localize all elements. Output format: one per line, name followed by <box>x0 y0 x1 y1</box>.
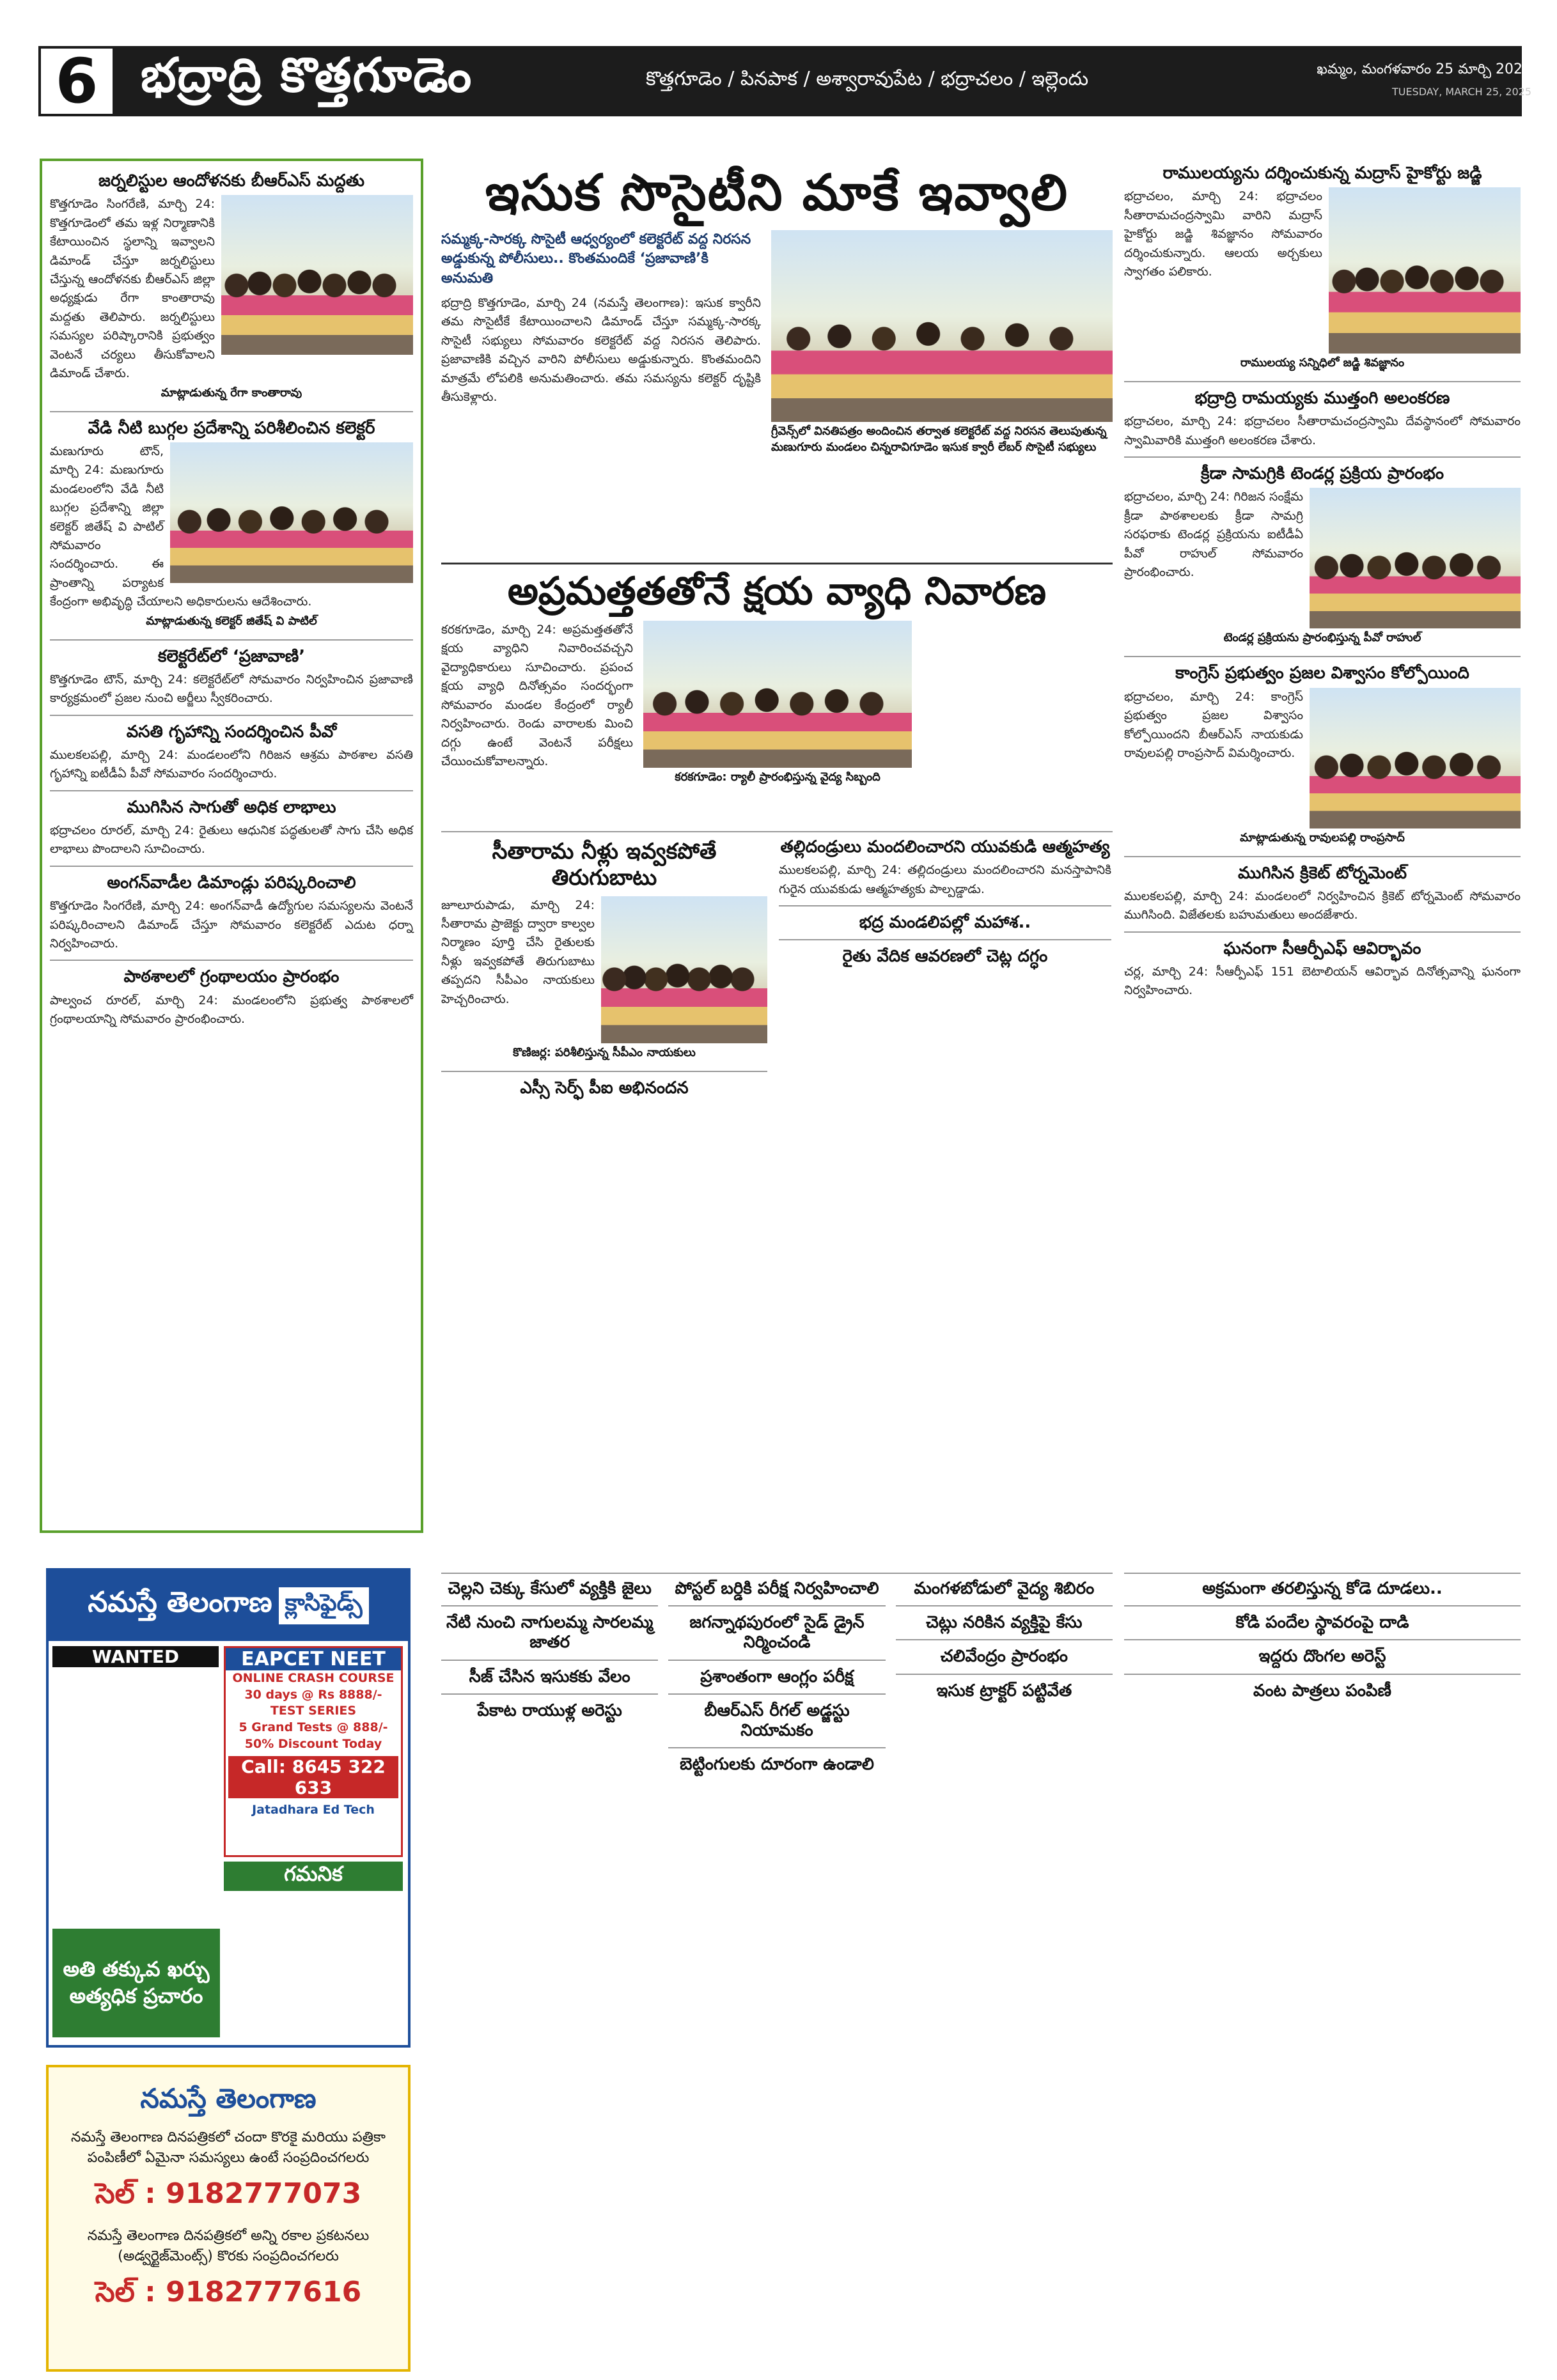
sub-phone-2: సెల్ : 9182777616 <box>95 2275 362 2308</box>
headline-muthangi: భద్రాద్రి రామయ్యకు ముత్తంగి అలంకరణ <box>1194 389 1450 408</box>
photo-sitarama <box>601 896 767 1043</box>
tb-article: కరకగూడెం, మార్చి 24: అప్రమత్తతతోనే క్షయ వ్యాధిని నివారించవచ్చని వైద్యాధికారులు సూచించారు. ప్రపంచ క్షయ వ్యాధి దినోత్సవం సందర్భంగా సోమవారం మండల కేంద్రంలో ర్యాలీ నిర్వహించారు. రెండు వారాలకు మించి దగ్గు ఉంటే వెంటనే పరీక్షలు చేయించుకోవాలన్నారు. <box>441 623 633 769</box>
headline-cricket: ముగిసిన క్రికెట్ టోర్నమెంట్ <box>1237 863 1407 883</box>
tb-story <box>441 563 1113 825</box>
article-prajavani: కొత్తగూడెం టౌన్, మార్చి 24: కలెక్టరేట్‌లో సోమవారం నిర్వహించిన ప్రజావాణి కార్యక్రమంలో ప్రజల నుంచి అర్జీలు స్వీకరించారు. <box>50 672 413 706</box>
classifieds-brand: నమస్తే తెలంగాణ <box>88 1586 272 1619</box>
caption-tenders: టెండర్ల ప్రక్రియను ప్రారంభిస్తున్న పీవో రాహుల్ <box>1223 631 1421 645</box>
headline-journalists: జర్నలిస్టుల ఆందోళనకు బీఆర్ఎస్ మద్దతు <box>98 171 364 191</box>
eapcet-line: ONLINE CRASH COURSE <box>232 1671 395 1685</box>
headline-sfi: ఎస్సీ సెర్ఫ్ పీఐ అభినందన <box>520 1078 689 1098</box>
headline-seize: సీజ్ చేసిన ఇసుకకు వేలం <box>469 1667 630 1686</box>
eapcet-title: EAPCET NEET <box>226 1648 401 1670</box>
article-crpf: చర్ల, మార్చి 24: సీఆర్పీఎఫ్ 151 బెటాలియన్ ఆవిర్భావ దినోత్సవాన్ని ఘనంగా నిర్వహించారు. <box>1124 964 1521 998</box>
headline-calves: అక్రమంగా తరలిస్తున్న కోడె దూడలు.. <box>1202 1579 1443 1598</box>
left-column <box>40 159 423 1533</box>
eapcet-line: 50% Discount Today <box>244 1736 382 1751</box>
green-ad: అతి తక్కువ ఖర్చు అత్యధిక ప్రచారం <box>52 1929 220 2037</box>
article-judge: భద్రాచలం, మార్చి 24: భద్రాచలం సీతారామచంద్రస్వామి వారిని మద్రాస్ హైకోర్టు జడ్జి శివజ్ఞానం సోమవారం దర్శించుకున్నారు. ఆలయ అర్చకులు స్వాగతం పలికారు. <box>1124 189 1322 279</box>
right-briefs <box>1124 1573 1521 2372</box>
headline-judge: రాములయ్యను దర్శించుకున్న మద్రాస్ హైకోర్టు జడ్జి <box>1162 164 1482 183</box>
classifieds-ad <box>46 1568 411 2048</box>
lead-headline: ఇసుక సొసైటీని మాకే ఇవ్వాలి <box>485 164 1069 222</box>
masthead <box>38 46 1522 116</box>
headline-mangal: మంగళబోడులో వైద్య శిబిరం <box>914 1579 1095 1598</box>
headline-library: పాఠశాలలో గ్రంథాలయం ప్రారంభం <box>123 967 340 987</box>
headline-nele: నేటి నుంచి నాగులమ్మ సారలమ్మ జాతర <box>446 1613 653 1653</box>
caption-congress: మాట్లాడుతున్న రావులపల్లి రాంప్రసాద్ <box>1240 830 1405 844</box>
headline-tree: చెట్లు నరికిన వ్యక్తిపై కేసు <box>926 1613 1083 1633</box>
headline-prajavani: కలెక్టరేట్‌లో ‘ప్రజావాణి’ <box>157 646 306 666</box>
article-anganwadi: కొత్తగూడెం సింగరేణి, మార్చి 24: అంగన్‌వాడీ ఉద్యోగుల సమస్యలను వెంటనే పరిష్కరించాలని డిమాండ్ చేస్తూ సోమవారం కలెక్టరేట్ ఎదుట ధర్నా నిర్వహించారు. <box>50 899 413 951</box>
lead-subheadline: సమ్మక్క-సారక్క సొసైటీ ఆధ్వర్యంలో కలెక్టరేట్ వద్ద నిరసన అడ్డుకున్న పోలీసులు.. కొంతమందికే ‘ప్రజావాణి’కి అనుమతి <box>441 231 751 287</box>
photo-tenders <box>1310 488 1521 628</box>
headline-cockfight: కోడి పందేల స్థావరంపై దాడి <box>1235 1613 1409 1633</box>
headline-sitarama: సీతారామ నీళ్లు ఇవ్వకపోతే తిరుగుబాటు <box>492 839 717 891</box>
photo-hot-springs <box>170 442 413 583</box>
sub-brand: నమస్తే తెలంగాణ <box>140 2083 317 2114</box>
eapcet-phone: Call: 8645 322 633 <box>228 1756 398 1798</box>
article-youth: ములకలపల్లి, మార్చి 24: తల్లిదండ్రులు మందలించారని మనస్తాపానికి గురైన యువకుడు ఆత్మహత్యకు పాల్పడ్డాడు. <box>779 863 1111 896</box>
eapcet-ad <box>224 1646 403 1857</box>
article-congress: భద్రాచలం, మార్చి 24: కాంగ్రెస్ ప్రభుత్వం ప్రజల విశ్వాసం కోల్పోయిందని బీఆర్ఎస్ నాయకుడు రావులపల్లి రాంప్రసాద్ విమర్శించారు. <box>1124 689 1303 760</box>
caption-hot-springs: మాట్లాడుతున్న కలెక్టర్ జితేష్ వి పాటిల్ <box>146 614 317 628</box>
article-library: పాల్వంచ రూరల్, మార్చి 24: మండలంలోని ప్రభుత్వ పాఠశాలలో గ్రంథాలయాన్ని సోమవారం ప్రారంభించారు. <box>50 993 413 1026</box>
headline-farming: ముగిసిన సాగుతో అధిక లాభాలు <box>127 797 336 817</box>
headline-cheque: చెల్లని చెక్కు కేసులో వ్యక్తికి జైలు <box>448 1579 652 1598</box>
bottom-briefs <box>441 1573 1113 2372</box>
headline-hot-springs: వేడి నీటి బుగ్గల ప్రదేశాన్ని పరిశీలించిన కలెక్టర్ <box>88 418 375 438</box>
headline-bhadra: భద్ర మండలిపల్లో మహాశ.. <box>859 913 1031 933</box>
headline-postal: పోస్టల్ బర్డికి పరీక్ష నిర్వహించాలి <box>675 1579 879 1598</box>
caption-sitarama: కొణిజర్ల: పరిశీలిస్తున్న సీపీఎం నాయకులు <box>513 1045 696 1059</box>
date-english: TUESDAY, MARCH 25, 2025 <box>1391 86 1531 98</box>
date-telugu: ఖమ్మం, మంగళవారం 25 మార్చి 2025 <box>1317 61 1531 77</box>
towns-line: కొత్తగూడెం / పినపాక / అశ్వారావుపేట / భద్రాచలం / ఇల్లెందు <box>646 68 1089 90</box>
headline-jagan: జగన్నాథపురంలో సైడ్ డ్రైన్ నిర్మించండి <box>689 1613 865 1653</box>
headline-exam: ప్రశాంతంగా ఆంగ్లం పరీక్ష <box>700 1667 854 1686</box>
headline-bet: బెట్టింగులకు దూరంగా ఉండాలి <box>680 1755 874 1775</box>
article-tenders: భద్రాచలం, మార్చి 24: గిరిజన సంక్షేమ క్రీడా పాఠశాలలకు క్రీడా సామగ్రి సరఫరాకు టెండర్ల ప్రక్రియను ఐటీడీఏ పీవో రాహుల్ సోమవారం ప్రారంభించారు. <box>1124 490 1303 580</box>
district-title: భద్రాద్రి కొత్తగూడెం <box>141 48 473 103</box>
eapcet-org: Jatadhara Ed Tech <box>252 1803 375 1817</box>
article-muthangi: భద్రాచలం, మార్చి 24: భద్రాచలం సీతారామచంద్రస్వామి దేవస్థానంలో సోమవారం స్వామివారికి ముత్తంగి అలంకరణ చేశారు. <box>1124 414 1521 447</box>
sub-line-1: నమస్తే తెలంగాణ దినపత్రికలో చందా కొరకై మరియు పత్రికా పంపిణీలో ఏమైనా సమస్యలు ఉంటే సంప్రదించగలరు <box>71 2129 386 2166</box>
caption-journalists: మాట్లాడుతున్న రేగా కాంతారావు <box>160 385 302 400</box>
headline-chalivendram: చలివేంద్రం ప్రారంభం <box>940 1647 1068 1667</box>
caption-judge: రాములయ్య సన్నిధిలో జడ్జి శివజ్ఞానం <box>1240 356 1405 370</box>
gamanika-notice <box>224 1862 403 1891</box>
headline-cards: పేకాట రాయుళ్ల అరెస్టు <box>477 1700 622 1720</box>
headline-tractor: ఇసుక ట్రాక్టర్ పట్టివేత <box>936 1681 1072 1700</box>
lead-photo <box>771 230 1113 422</box>
lead-caption: గ్రీవెన్స్‌లో వినతిపత్రం అందించిన తర్వాత కలెక్టరేట్ వద్ద నిరసన తెలుపుతున్న మణుగూరు మండలం చిన్నరావిగూడెం ఇసుక క్వారీ లేబర్ సొసైటీ సభ్యులు <box>771 424 1107 454</box>
classifieds-header <box>49 1571 408 1641</box>
sub-line-2: నమస్తే తెలంగాణ దినపత్రికలో అన్ని రకాల ప్రకటనలు (అడ్వర్టైజ్‌మెంట్స్) కొరకు సంప్రదించగలరు <box>87 2227 370 2264</box>
tb-headline: అప్రమత్తతతోనే క్షయ వ్యాధి నివారణ <box>507 569 1047 614</box>
article-hostel: ములకలపల్లి, మార్చి 24: మండలంలోని గిరిజన ఆశ్రమ పాఠశాల వసతి గృహాన్ని ఐటీడీఏ పీవో సోమవారం సందర్శించారు. <box>50 747 413 781</box>
tb-photo <box>643 621 912 768</box>
headline-beer: బీఆర్ఎస్ రీగల్ అడ్జస్టు నియామకం <box>704 1700 850 1740</box>
eapcet-line: 5 Grand Tests @ 888/- <box>239 1720 388 1734</box>
tb-caption: కరకగూడెం: ర్యాలీ ప్రారంభిస్తున్న వైద్య సిబ్బంది <box>675 770 880 784</box>
gamanika-title: గమనిక <box>224 1862 403 1891</box>
sub-phone-1: సెల్ : 9182777073 <box>95 2177 362 2210</box>
headline-rythu: రైతు వేదిక ఆవరణలో చెట్ల దగ్ధం <box>842 947 1048 967</box>
photo-congress <box>1310 688 1521 828</box>
lead-article: భద్రాద్రి కొత్తగూడెం, మార్చి 24 (నమస్తే తెలంగాణ): ఇసుక క్వారీని తమ సొసైటీకే కేటాయించాలని డిమాండ్ చేస్తూ సమ్మక్క-సారక్క సొసైటీ సభ్యులు సోమవారం కలెక్టరేట్ వద్ద నిరసన తెలిపారు. ప్రజావాణికి వచ్చిన వారిని పోలీసులు అడ్డుకున్నారు. కొంతమందిని మాత్రమే లోపలికి అనుమతించారు. తమ సమస్యను కలెక్టర్ దృష్టికి తీసుకెళ్లారు. <box>441 295 761 405</box>
page-number: 6 <box>38 46 115 116</box>
photo-judge <box>1329 187 1521 354</box>
eapcet-line: 30 days @ Rs 8888/- <box>244 1687 382 1702</box>
headline-crpf: ఘనంగా సీఆర్పీఎఫ్ ఆవిర్భావం <box>1223 938 1421 958</box>
lead-story <box>441 160 1113 569</box>
article-hot-springs: మణుగూరు టౌన్, మార్చి 24: మణుగూరు మండలంలోని వేడి నీటి బుగ్గల ప్రదేశాన్ని జిల్లా కలెక్టర్ జితేష్ వి పాటిల్ సోమవారం సందర్శించారు. ఈ ప్రాంతాన్ని పర్యాటక కేంద్రంగా అభివృద్ధి చేయాలని అధికారులను ఆదేశించారు. <box>50 444 312 609</box>
headline-hostel: వసతి గృహాన్ని సందర్శించిన పీవో <box>126 722 337 742</box>
headline-youth: తల్లిదండ్రులు మందలించారని యువకుడి ఆత్మహత్య <box>780 837 1110 857</box>
photo-journalists <box>221 195 413 355</box>
headline-utensils: వంట పాత్రలు పంపిణీ <box>1253 1681 1391 1700</box>
subscription-ad <box>46 2065 411 2372</box>
headline-anganwadi: అంగన్‌వాడీల డిమాండ్లు పరిష్కరించాలి <box>107 873 356 892</box>
eapcet-line: TEST SERIES <box>270 1704 357 1718</box>
article-sitarama: జూలూరుపాడు, మార్చి 24: సీతారామ ప్రాజెక్టు ద్వారా కాల్వల నిర్మాణం పూర్తి చేసి రైతులకు నీళ్లు ఇవ్వకపోతే తిరుగుబాటు తప్పదని సీపీఎం నాయకులు హెచ్చరించారు. <box>441 898 595 1006</box>
classifieds-tag: క్లాసిఫైడ్స్ <box>279 1587 369 1624</box>
wanted-label: WANTED <box>52 1646 219 1667</box>
article-farming: భద్రాచలం రూరల్, మార్చి 24: రైతులు ఆధునిక పద్ధతులతో సాగు చేసి అధిక లాభాలు పొందాలని సూచించారు. <box>50 823 413 857</box>
center-lower <box>441 831 1113 1566</box>
headline-congress: కాంగ్రెస్ ప్రభుత్వం ప్రజల విశ్వాసం కోల్పోయింది <box>1175 664 1469 683</box>
dateline <box>1317 61 1531 98</box>
right-column <box>1124 159 1521 1565</box>
article-cricket: ములకలపల్లి, మార్చి 24: మండలంలో నిర్వహించిన క్రికెట్ టోర్నమెంట్ సోమవారం ముగిసింది. విజేతలకు బహుమతులు అందజేశారు. <box>1124 889 1521 922</box>
article-journalists: కొత్తగూడెం సింగరేణి, మార్చి 24: కొత్తగూడెంలో తమ ఇళ్ల నిర్మాణానికి కేటాయించిన స్థలాన్ని ఇవ్వాలని డిమాండ్ చేస్తూ జర్నలిస్టులు చేస్తున్న ఆందోళనకు బీఆర్ఎస్ జిల్లా అధ్యక్షుడు రేగా కాంతారావు మద్దతు తెలిపారు. జర్నలిస్టులు సమస్యల పరిష్కారానికి ప్రభుత్వం వెంటనే చర్యలు తీసుకోవాలని డిమాండ్ చేశారు. <box>50 197 215 381</box>
headline-tenders: క్రీడా సామగ్రికి టెండర్ల ప్రక్రియ ప్రారంభం <box>1200 464 1444 484</box>
headline-thieves: ఇద్దరు దొంగల అరెస్ట్ <box>1258 1647 1386 1667</box>
